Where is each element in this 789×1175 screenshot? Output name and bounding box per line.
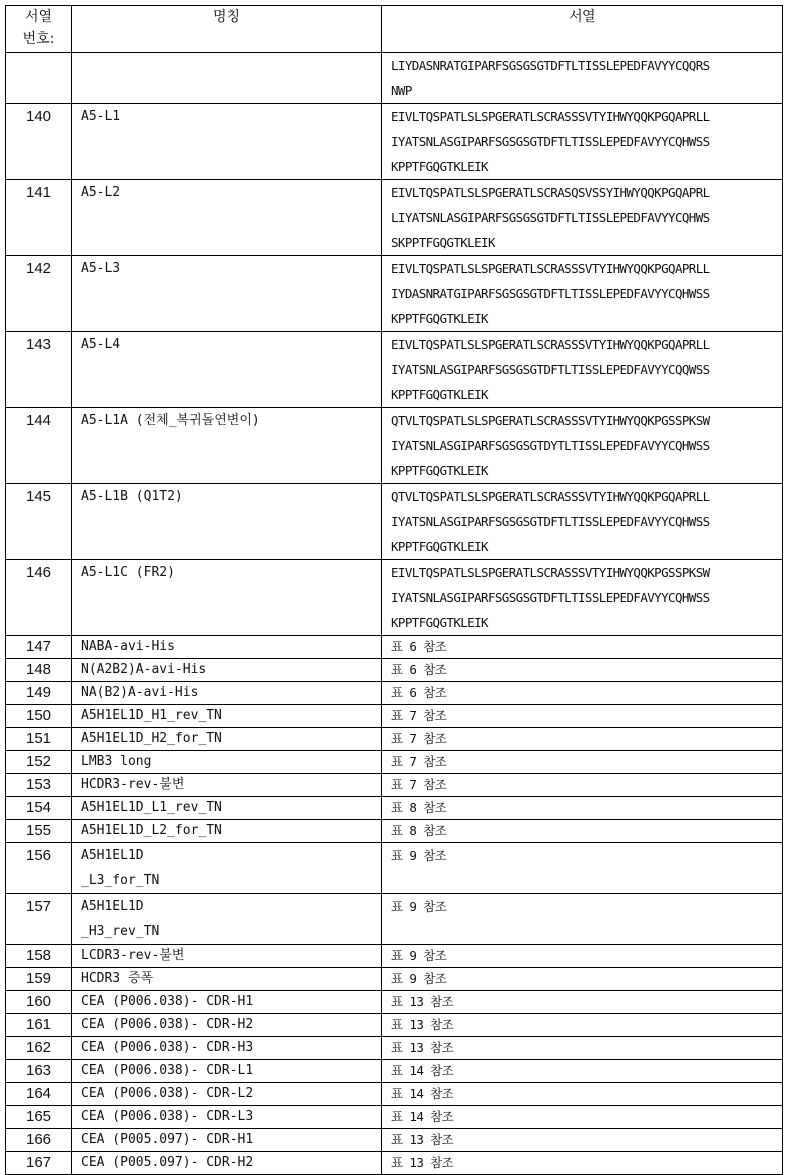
name-cell xyxy=(72,843,382,894)
sequence-cell xyxy=(382,728,783,751)
name-cell: CEA (P005.097)- CDR-H2 xyxy=(72,1152,382,1175)
seq-id-cell: 162 xyxy=(6,1037,72,1060)
table-row xyxy=(6,991,783,1014)
name-line: _L3_for_TN xyxy=(81,873,160,888)
seq-id-cell: 148 xyxy=(6,659,72,682)
seq-id-cell: 152 xyxy=(6,751,72,774)
table-header-row xyxy=(6,6,783,53)
sequence-line: EIVLTQSPATLSLSPGERATLSCRASSSVTYIHWYQQKPGSSPKSW xyxy=(391,565,710,580)
sequence-cell xyxy=(382,560,783,636)
sequence-cell xyxy=(382,332,783,408)
sequence-line: KPPTFGQGTKLEIK xyxy=(391,387,488,402)
name-cell: NABA-avi-His xyxy=(72,636,382,659)
table-row xyxy=(6,53,783,104)
table-row xyxy=(6,256,783,332)
sequence-line: KPPTFGQGTKLEIK xyxy=(391,615,488,630)
sequence-cell xyxy=(382,1060,783,1083)
name-cell: CEA (P006.038)- CDR-H3 xyxy=(72,1037,382,1060)
table-row xyxy=(6,751,783,774)
sequence-cell xyxy=(382,659,783,682)
name-line: A5H1EL1D xyxy=(81,848,144,863)
table-row xyxy=(6,682,783,705)
seq-id-cell: 157 xyxy=(6,894,72,945)
name-cell: A5H1EL1D_H2_for_TN xyxy=(72,728,382,751)
sequence-line: 표 7 참조 xyxy=(391,777,447,792)
sequence-line: 표 13 참조 xyxy=(391,1132,454,1147)
sequence-line: 표 13 참조 xyxy=(391,994,454,1009)
table-row xyxy=(6,894,783,945)
table-row xyxy=(6,180,783,256)
sequence-line: 표 13 참조 xyxy=(391,1155,454,1170)
seq-id-cell: 149 xyxy=(6,682,72,705)
seq-id-cell: 147 xyxy=(6,636,72,659)
seq-id-cell: 159 xyxy=(6,968,72,991)
table-row xyxy=(6,968,783,991)
sequence-cell xyxy=(382,256,783,332)
sequence-cell xyxy=(382,180,783,256)
name-cell: HCDR3 증폭 xyxy=(72,968,382,991)
sequence-line: EIVLTQSPATLSLSPGERATLSCRASSSVTYIHWYQQKPGQAPRLL xyxy=(391,337,710,352)
sequence-cell xyxy=(382,1014,783,1037)
seq-id-cell xyxy=(6,53,72,104)
sequence-cell xyxy=(382,1037,783,1060)
sequence-line: 표 7 참조 xyxy=(391,754,447,769)
table-row xyxy=(6,728,783,751)
sequence-cell xyxy=(382,636,783,659)
seq-id-cell: 141 xyxy=(6,180,72,256)
name-cell: N(A2B2)A-avi-His xyxy=(72,659,382,682)
seq-id-cell: 166 xyxy=(6,1129,72,1152)
sequence-line: EIVLTQSPATLSLSPGERATLSCRASSSVTYIHWYQQKPGQAPRLL xyxy=(391,109,710,124)
seq-id-cell: 164 xyxy=(6,1083,72,1106)
seq-id-cell: 145 xyxy=(6,484,72,560)
sequence-cell xyxy=(382,484,783,560)
name-cell: CEA (P005.097)- CDR-H1 xyxy=(72,1129,382,1152)
seq-id-cell: 165 xyxy=(6,1106,72,1129)
sequence-line: KPPTFGQGTKLEIK xyxy=(391,463,488,478)
table-row xyxy=(6,774,783,797)
table-row xyxy=(6,1014,783,1037)
sequence-line: KPPTFGQGTKLEIK xyxy=(391,311,488,326)
sequence-line: IYATSNLASGIPARFSGSGSGTDFTLTISSLEPEDFAVYYCQQWSS xyxy=(391,362,710,377)
sequence-cell xyxy=(382,1152,783,1175)
name-cell: A5H1EL1D_L1_rev_TN xyxy=(72,797,382,820)
table-row xyxy=(6,636,783,659)
sequence-line: LIYATSNLASGIPARFSGSGSGTDFTLTISSLEPEDFAVYYCQHWS xyxy=(391,210,710,225)
sequence-line: 표 14 참조 xyxy=(391,1063,454,1078)
name-line: _H3_rev_TN xyxy=(81,924,160,939)
name-cell: CEA (P006.038)- CDR-H2 xyxy=(72,1014,382,1037)
name-cell: A5-L3 xyxy=(72,256,382,332)
sequence-line: 표 14 참조 xyxy=(391,1086,454,1101)
sequence-line: KPPTFGQGTKLEIK xyxy=(391,159,488,174)
name-cell: A5-L1 xyxy=(72,104,382,180)
header-sequence: 서열 xyxy=(382,6,783,53)
sequence-line: KPPTFGQGTKLEIK xyxy=(391,539,488,554)
name-cell: A5H1EL1D_H1_rev_TN xyxy=(72,705,382,728)
sequence-cell xyxy=(382,991,783,1014)
name-cell: CEA (P006.038)- CDR-L3 xyxy=(72,1106,382,1129)
header-seq-no xyxy=(6,6,72,53)
table-row xyxy=(6,1106,783,1129)
sequence-cell xyxy=(382,1083,783,1106)
sequence-cell xyxy=(382,104,783,180)
name-cell xyxy=(72,894,382,945)
table-row xyxy=(6,332,783,408)
name-cell: HCDR3-rev-불변 xyxy=(72,774,382,797)
sequence-cell xyxy=(382,843,783,894)
sequence-cell xyxy=(382,751,783,774)
seq-id-cell: 163 xyxy=(6,1060,72,1083)
name-cell: A5H1EL1D_L2_for_TN xyxy=(72,820,382,843)
sequence-line: QTVLTQSPATLSLSPGERATLSCRASSSVTYIHWYQQKPGSSPKSW xyxy=(391,413,710,428)
sequence-line: IYATSNLASGIPARFSGSGSGTDYTLTISSLEPEDFAVYYCQHWSS xyxy=(391,438,710,453)
name-cell: A5-L2 xyxy=(72,180,382,256)
sequence-line: IYATSNLASGIPARFSGSGSGTDFTLTISSLEPEDFAVYYCQHWSS xyxy=(391,134,710,149)
sequence-cell xyxy=(382,53,783,104)
header-seq-no-line1: 서열 xyxy=(24,9,53,25)
seq-id-cell: 144 xyxy=(6,408,72,484)
table-row xyxy=(6,1083,783,1106)
sequence-line: 표 9 참조 xyxy=(391,971,447,986)
sequence-line: LIYDASNRATGIPARFSGSGSGTDFTLTISSLEPEDFAVYYCQQRS xyxy=(391,58,710,73)
name-cell: CEA (P006.038)- CDR-H1 xyxy=(72,991,382,1014)
name-cell: NA(B2)A-avi-His xyxy=(72,682,382,705)
sequence-line: 표 9 참조 xyxy=(391,899,447,914)
sequence-line: 표 9 참조 xyxy=(391,948,447,963)
sequence-cell xyxy=(382,408,783,484)
sequence-line: 표 14 참조 xyxy=(391,1109,454,1124)
sequence-table xyxy=(5,5,783,1175)
seq-id-cell: 156 xyxy=(6,843,72,894)
seq-id-cell: 153 xyxy=(6,774,72,797)
table-row xyxy=(6,1060,783,1083)
name-cell: CEA (P006.038)- CDR-L2 xyxy=(72,1083,382,1106)
table-row xyxy=(6,1152,783,1175)
header-name: 명칭 xyxy=(72,6,382,53)
name-line: A5H1EL1D xyxy=(81,899,144,914)
sequence-line: SKPPTFGQGTKLEIK xyxy=(391,235,495,250)
sequence-line: 표 6 참조 xyxy=(391,639,447,654)
table-row xyxy=(6,408,783,484)
table-row xyxy=(6,820,783,843)
sequence-cell xyxy=(382,1106,783,1129)
sequence-line: EIVLTQSPATLSLSPGERATLSCRASQSVSSYIHWYQQKPGQAPRL xyxy=(391,185,710,200)
sequence-line: NWP xyxy=(391,83,412,98)
table-row xyxy=(6,1129,783,1152)
seq-id-cell: 146 xyxy=(6,560,72,636)
table-row xyxy=(6,104,783,180)
name-cell xyxy=(72,53,382,104)
sequence-line: QTVLTQSPATLSLSPGERATLSCRASSSVTYIHWYQQKPGQAPRLL xyxy=(391,489,710,504)
sequence-cell xyxy=(382,797,783,820)
sequence-cell xyxy=(382,1129,783,1152)
sequence-cell xyxy=(382,894,783,945)
sequence-line: 표 6 참조 xyxy=(391,685,447,700)
table-row xyxy=(6,560,783,636)
table-row xyxy=(6,843,783,894)
name-cell: LCDR3-rev-불변 xyxy=(72,945,382,968)
seq-id-cell: 151 xyxy=(6,728,72,751)
table-row xyxy=(6,1037,783,1060)
header-seq-no-line2: 번호: xyxy=(22,31,55,47)
name-cell: CEA (P006.038)- CDR-L1 xyxy=(72,1060,382,1083)
seq-id-cell: 167 xyxy=(6,1152,72,1175)
table-row xyxy=(6,797,783,820)
sequence-line: 표 9 참조 xyxy=(391,848,447,863)
name-cell: A5-L1B (Q1T2) xyxy=(72,484,382,560)
seq-id-cell: 155 xyxy=(6,820,72,843)
sequence-line: 표 8 참조 xyxy=(391,823,447,838)
seq-id-cell: 143 xyxy=(6,332,72,408)
seq-id-cell: 154 xyxy=(6,797,72,820)
sequence-line: 표 13 참조 xyxy=(391,1017,454,1032)
sequence-line: 표 8 참조 xyxy=(391,800,447,815)
sequence-cell xyxy=(382,682,783,705)
name-cell: A5-L4 xyxy=(72,332,382,408)
table-row xyxy=(6,945,783,968)
sequence-line: 표 13 참조 xyxy=(391,1040,454,1055)
name-cell: A5-L1C (FR2) xyxy=(72,560,382,636)
seq-id-cell: 140 xyxy=(6,104,72,180)
sequence-line: IYATSNLASGIPARFSGSGSGTDFTLTISSLEPEDFAVYYCQHWSS xyxy=(391,514,710,529)
seq-id-cell: 142 xyxy=(6,256,72,332)
table-row xyxy=(6,705,783,728)
sequence-line: 표 6 참조 xyxy=(391,662,447,677)
table-row xyxy=(6,484,783,560)
sequence-cell xyxy=(382,820,783,843)
sequence-line: 표 7 참조 xyxy=(391,731,447,746)
sequence-cell xyxy=(382,968,783,991)
seq-id-cell: 150 xyxy=(6,705,72,728)
sequence-cell xyxy=(382,774,783,797)
sequence-line: 표 7 참조 xyxy=(391,708,447,723)
seq-id-cell: 158 xyxy=(6,945,72,968)
sequence-cell xyxy=(382,945,783,968)
name-cell: LMB3 long xyxy=(72,751,382,774)
table-row xyxy=(6,659,783,682)
seq-id-cell: 160 xyxy=(6,991,72,1014)
sequence-cell xyxy=(382,705,783,728)
sequence-line: IYDASNRATGIPARFSGSGSGTDFTLTISSLEPEDFAVYYCQHWSS xyxy=(391,286,710,301)
seq-id-cell: 161 xyxy=(6,1014,72,1037)
sequence-line: IYATSNLASGIPARFSGSGSGTDFTLTISSLEPEDFAVYYCQHWSS xyxy=(391,590,710,605)
name-cell: A5-L1A (전체_복귀돌연변이) xyxy=(72,408,382,484)
sequence-line: EIVLTQSPATLSLSPGERATLSCRASSSVTYIHWYQQKPGQAPRLL xyxy=(391,261,710,276)
